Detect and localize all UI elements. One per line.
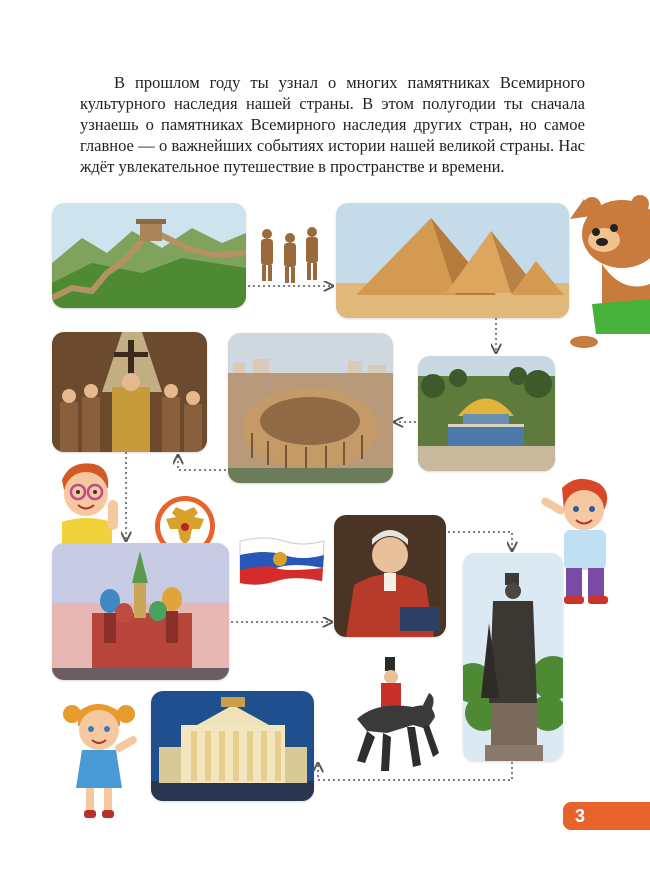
intro-paragraph: В прошлом году ты узнал о многих памятниках Всемирного культурного наследия нашей страны. В этом полугодии ты сначала узнаешь о памятниках Всемирного наследия других стран, но самое главное — о важнейших событиях истории нашей великой страны. Нас ждёт увлекательное путешествие в пространстве и времени. — [80, 73, 585, 176]
pyramids-photo — [336, 203, 569, 318]
bear-mascot — [562, 194, 650, 350]
boy-with-glasses-mascot — [50, 460, 125, 550]
dome-of-the-rock-photo — [418, 356, 555, 471]
lomonosov-portrait — [334, 515, 446, 637]
russian-flag-image — [236, 535, 326, 595]
bolshoi-theatre-photo — [151, 691, 314, 801]
hussar-on-horse-image — [347, 657, 439, 781]
kutuzov-monument-photo — [463, 553, 563, 761]
page-number: 3 — [563, 802, 650, 830]
great-wall-photo — [52, 203, 246, 308]
girl-mascot — [60, 692, 145, 820]
st-basils-cathedral-photo — [52, 543, 229, 680]
colosseum-photo — [228, 333, 393, 483]
terracotta-warriors-image — [255, 226, 325, 286]
baptism-of-rus-painting — [52, 332, 207, 452]
